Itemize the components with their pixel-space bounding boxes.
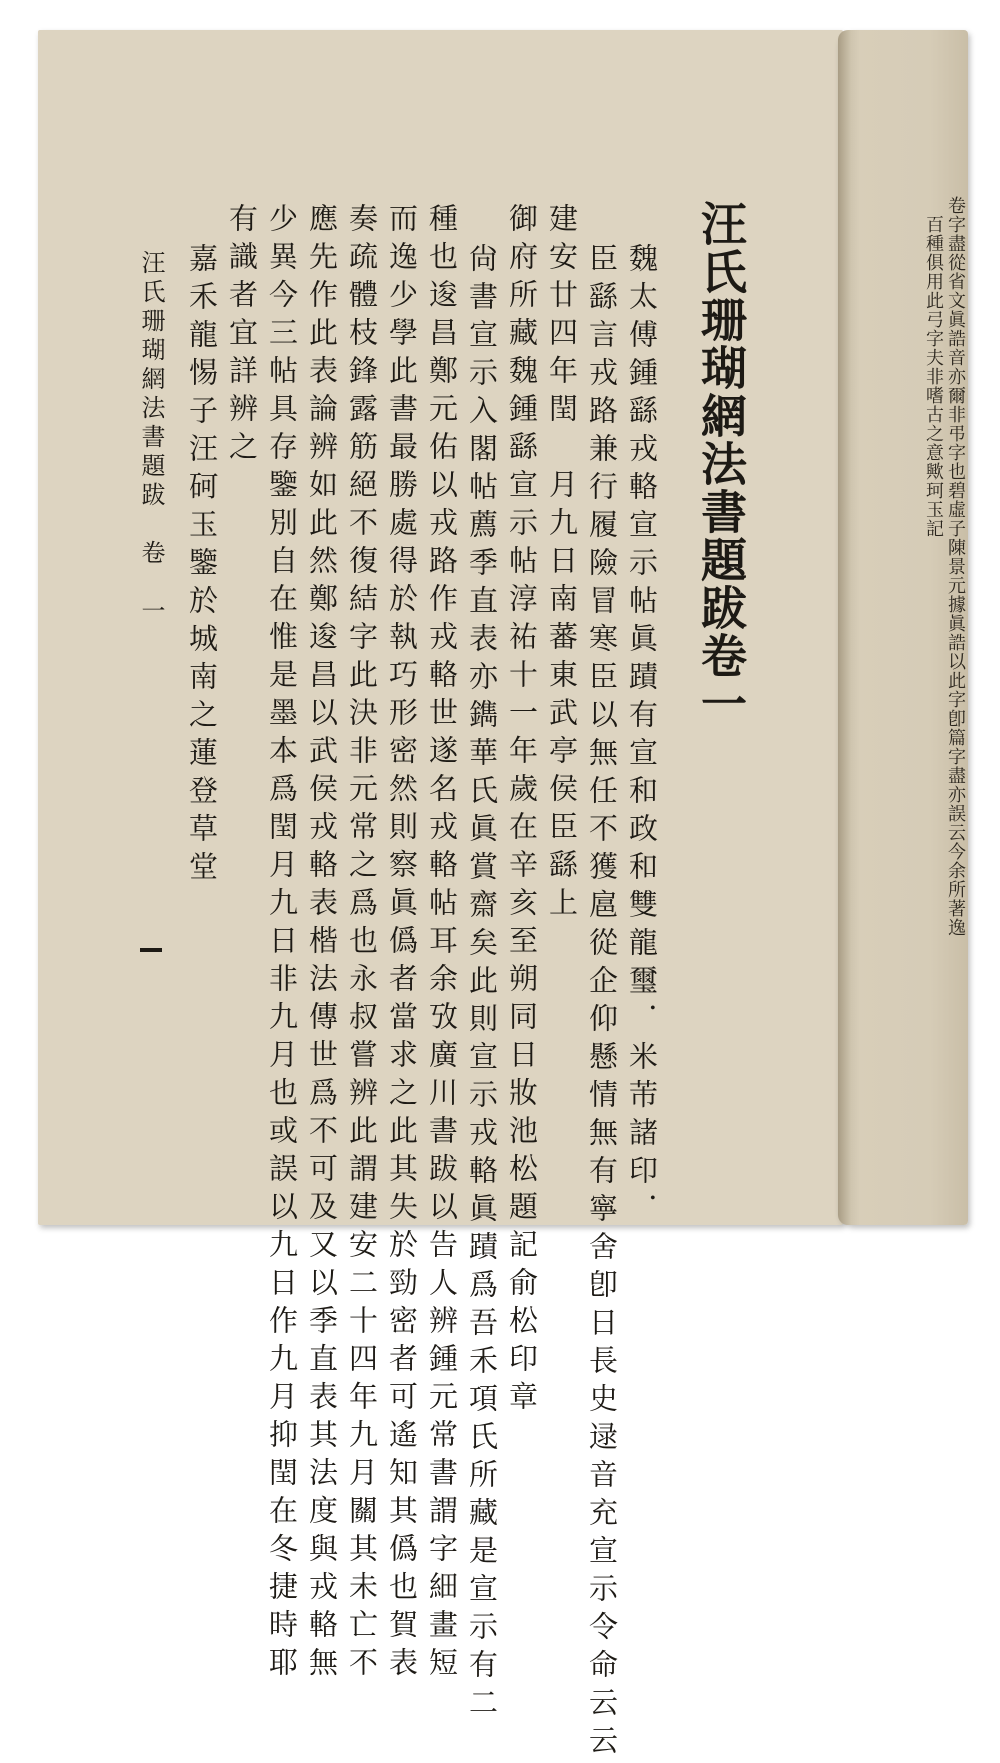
next-page-text-line: 百種俱用此弓字夫非嗜古之意歟珂玉記 [923, 215, 944, 538]
text-line: 而逸少學此書最勝處得於執巧形密然則察眞僞者當求之此其失於勁密者可遙知其僞也賀表 [385, 203, 419, 1685]
text-line: 魏太傅鍾繇戎輅宣示帖眞蹟有宣和政和雙龍璽．米芾諸印． [625, 243, 659, 1231]
text-line: 應先作此表論辨如此然鄭逡昌以武侯戎輅表楷法傳世爲不可及又以季直表其法度與戎輅無 [305, 203, 339, 1685]
text-line: 尙書宣示入閣帖薦季直表亦鐫華氏眞賞齋矣此則宣示戎輅眞蹟爲吾禾項氏所藏是宣示有二 [465, 243, 499, 1725]
document-title: 汪氏珊瑚網法書題跋卷一 [694, 200, 748, 728]
text-line: 御府所藏魏鍾繇宣示帖淳祐十一年歲在辛亥至朔同日妝池松題記俞松印章 [505, 203, 539, 1419]
text-line: 有識者宜詳辨之 [225, 203, 259, 469]
running-footer: 汪氏珊瑚網法書題跋 卷 一 [137, 250, 165, 627]
text-line: 奏疏體枝鋒露筋絕不復結字此決非元常之爲也永叔嘗辨此謂建安二十四年九月關其未亡不 [345, 203, 379, 1685]
text-line: 少異今三帖具存鑒別自在惟是墨本爲閏月九日非九月也或誤以九日作九月抑閏在冬捷時耶 [265, 203, 299, 1685]
next-page-text-line: 卷字盡從省文眞誥音亦爾非弔字也碧虛子陳景元據眞誥以此字卽篇字盡亦誤云今余所著逸 [945, 196, 966, 937]
text-line: 種也逡昌鄭元佑以戎路作戎輅世遂名戎輅帖耳余攷廣川書跋以告人辨鍾元常書謂字細畫短 [425, 203, 459, 1685]
text-line: 建安廿四年閏 月九日南蕃東武亭侯臣繇上 [545, 203, 579, 925]
text-line: 嘉禾龍惕子汪砢玉鑒於城南之蓮登草堂 [185, 243, 219, 889]
page-number-mark [140, 948, 162, 952]
text-line: 臣繇言戎路兼行履險冒寒臣以無任不獲扈從企仰懸情無有寧舍卽日長史逯音充宣示令命云云 [585, 243, 619, 1763]
page-gutter-curl [838, 30, 860, 1225]
